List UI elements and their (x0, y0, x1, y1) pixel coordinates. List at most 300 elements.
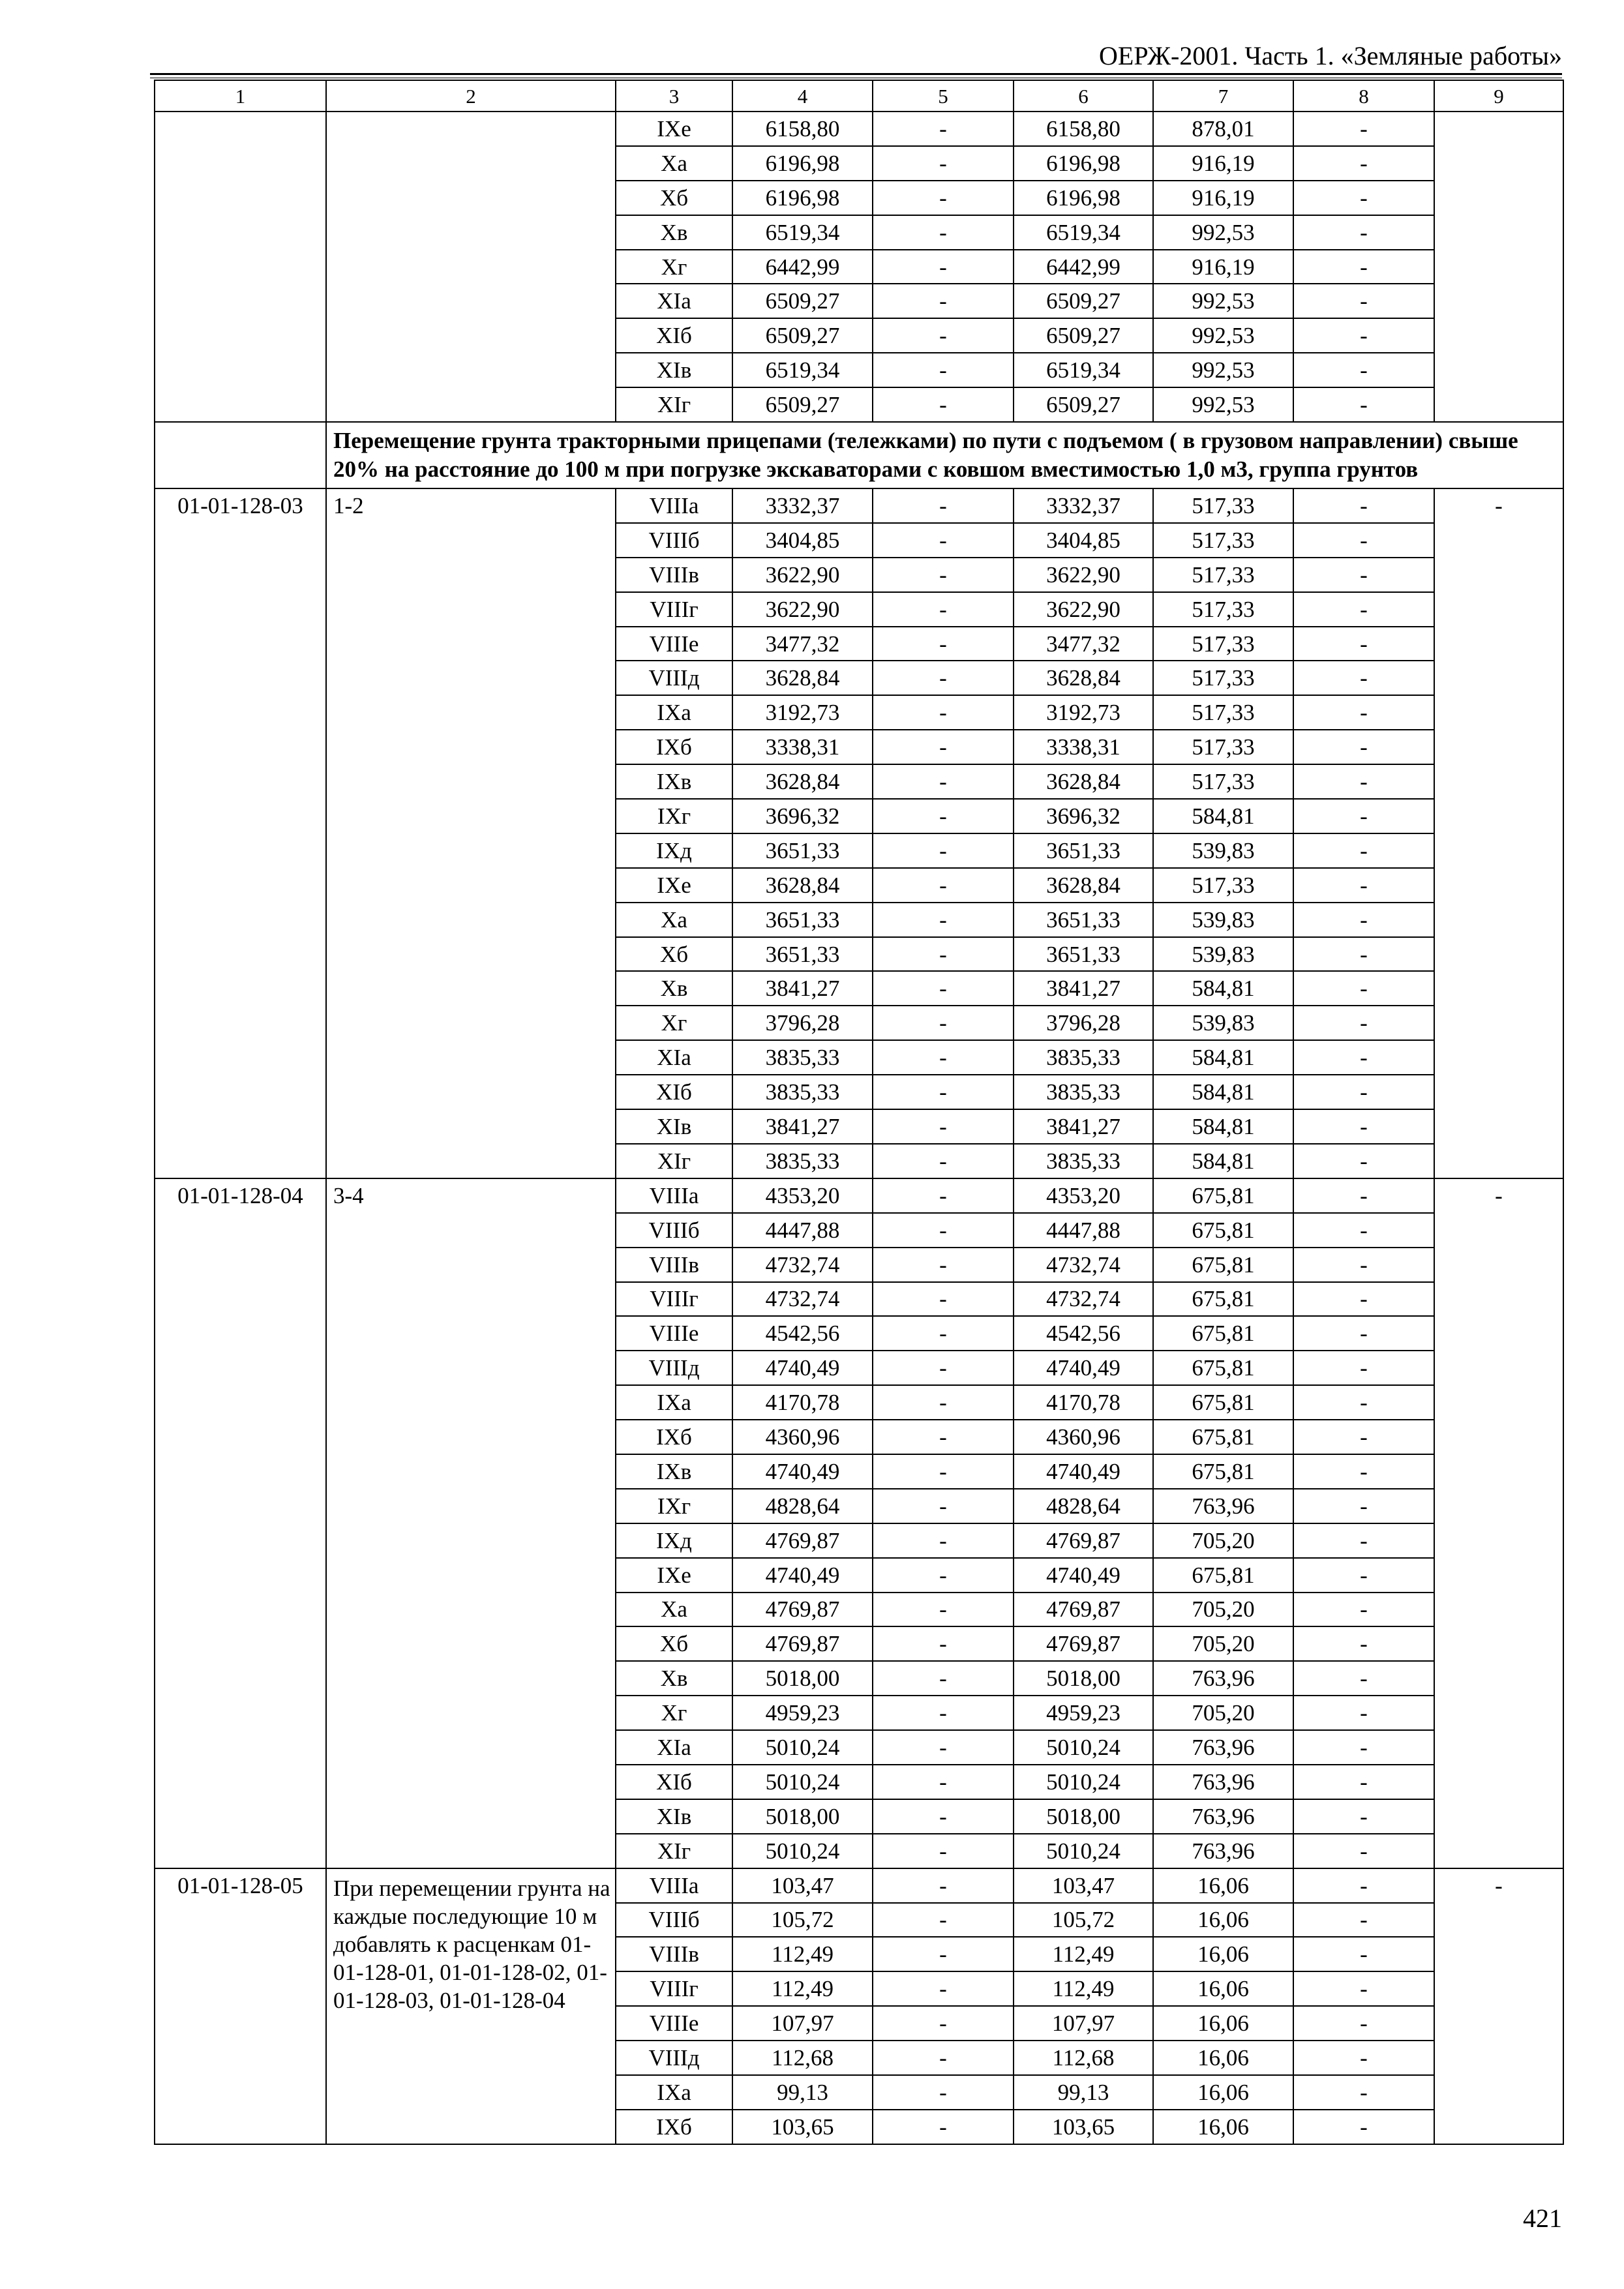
cell-materials-cost: - (1293, 1213, 1434, 1248)
cell-materials-cost: - (1293, 1489, 1434, 1523)
cell-machine-operation: 4740,49 (1014, 1454, 1153, 1489)
cell-operator-wages: 675,81 (1153, 1454, 1293, 1489)
cell-soil-group: VIIIв (616, 1937, 732, 1971)
cell-col9: - (1434, 1178, 1563, 1868)
cell-soil-group: XIa (616, 1040, 732, 1075)
cell-materials-cost: - (1293, 1799, 1434, 1834)
cell-soil-group: VIIIб (616, 523, 732, 558)
cell-soil-group: Xa (616, 903, 732, 937)
cell-total-cost: 107,97 (732, 2006, 873, 2041)
cell-soil-group: VIIIг (616, 1971, 732, 2006)
rate-name: 3-4 (326, 1178, 616, 1868)
cell-materials-cost: - (1293, 1248, 1434, 1282)
section-title: Перемещение грунта тракторными прицепами (тележками) по пути с подъемом ( в грузовом направлении) свыше 20% на расстояние до 100 м при погрузке экскаваторами с ковшом вместимостью 1,0 м3, группа грунтов (326, 422, 1563, 488)
cell-total-cost: 3651,33 (732, 937, 873, 972)
cell-machine-operation: 3404,85 (1014, 523, 1153, 558)
cell-operator-wages: 916,19 (1153, 146, 1293, 181)
cell-operator-wages: 705,20 (1153, 1523, 1293, 1558)
cell-materials-cost: - (1293, 1593, 1434, 1627)
cell-workers-wages: - (873, 1178, 1014, 1213)
cell-operator-wages: 16,06 (1153, 1868, 1293, 1903)
cell-workers-wages: - (873, 903, 1014, 937)
cell-operator-wages: 992,53 (1153, 215, 1293, 250)
cell-materials-cost: - (1293, 1626, 1434, 1661)
cell-workers-wages: - (873, 1903, 1014, 1937)
cell-materials-cost: - (1293, 1178, 1434, 1213)
cell-machine-operation: 112,68 (1014, 2041, 1153, 2075)
cell-operator-wages: 675,81 (1153, 1420, 1293, 1454)
cell-soil-group: Xa (616, 1593, 732, 1627)
cell-materials-cost: - (1293, 353, 1434, 387)
cell-machine-operation: 3651,33 (1014, 833, 1153, 868)
cell-operator-wages: 517,33 (1153, 488, 1293, 523)
cell-total-cost: 112,68 (732, 2041, 873, 2075)
cell-workers-wages: - (873, 2075, 1014, 2110)
column-header-9: 9 (1434, 80, 1563, 112)
cell-machine-operation: 3841,27 (1014, 971, 1153, 1006)
cell-total-cost: 3622,90 (732, 592, 873, 627)
cell-total-cost: 112,49 (732, 1971, 873, 2006)
cell-operator-wages: 763,96 (1153, 1799, 1293, 1834)
cell-machine-operation: 4740,49 (1014, 1558, 1153, 1593)
cell-total-cost: 6509,27 (732, 284, 873, 318)
cell-operator-wages: 517,33 (1153, 592, 1293, 627)
cell-workers-wages: - (873, 387, 1014, 422)
cell-materials-cost: - (1293, 1075, 1434, 1109)
cell-machine-operation: 3835,33 (1014, 1144, 1153, 1178)
cell-workers-wages: - (873, 592, 1014, 627)
cell-materials-cost: - (1293, 1351, 1434, 1385)
cell-total-cost: 3404,85 (732, 523, 873, 558)
cell-workers-wages: - (873, 799, 1014, 833)
table-row (155, 1868, 1563, 1903)
cell-materials-cost: - (1293, 558, 1434, 592)
cell-workers-wages: - (873, 1661, 1014, 1696)
cell-machine-operation: 4769,87 (1014, 1523, 1153, 1558)
cell-operator-wages: 992,53 (1153, 387, 1293, 422)
cell-soil-group: Xa (616, 146, 732, 181)
cell-col9: - (1434, 488, 1563, 1178)
cell-operator-wages: 539,83 (1153, 1006, 1293, 1040)
cell-machine-operation: 3835,33 (1014, 1075, 1153, 1109)
column-header-2: 2 (326, 80, 616, 112)
cell-total-cost: 5018,00 (732, 1799, 873, 1834)
cell-total-cost: 99,13 (732, 2075, 873, 2110)
cell-workers-wages: - (873, 1489, 1014, 1523)
cell-materials-cost: - (1293, 1282, 1434, 1317)
cell-workers-wages: - (873, 1213, 1014, 1248)
cell-total-cost: 3622,90 (732, 558, 873, 592)
cell-soil-group: IXд (616, 833, 732, 868)
cell-operator-wages: 675,81 (1153, 1558, 1293, 1593)
table-row (155, 1178, 1563, 1213)
cell-total-cost: 6442,99 (732, 250, 873, 284)
rate-code: 01-01-128-03 (155, 488, 326, 1178)
cell-total-cost: 3835,33 (732, 1075, 873, 1109)
cell-workers-wages: - (873, 1282, 1014, 1317)
cell-soil-group: IXг (616, 799, 732, 833)
cell-total-cost: 4959,23 (732, 1696, 873, 1730)
cell-operator-wages: 584,81 (1153, 971, 1293, 1006)
cell-machine-operation: 4542,56 (1014, 1316, 1153, 1351)
cell-materials-cost: - (1293, 695, 1434, 730)
cell-machine-operation: 3651,33 (1014, 937, 1153, 972)
cell-workers-wages: - (873, 1730, 1014, 1765)
cell-total-cost: 4740,49 (732, 1558, 873, 1593)
column-header-1: 1 (155, 80, 326, 112)
cell-total-cost: 112,49 (732, 1937, 873, 1971)
cell-materials-cost: - (1293, 627, 1434, 661)
cell-machine-operation: 6519,34 (1014, 215, 1153, 250)
cell-soil-group: IXa (616, 695, 732, 730)
cell-materials-cost: - (1293, 1523, 1434, 1558)
cell-operator-wages: 705,20 (1153, 1696, 1293, 1730)
cell-materials-cost: - (1293, 799, 1434, 833)
cell-workers-wages: - (873, 523, 1014, 558)
rate-name-cell (326, 112, 616, 422)
cell-workers-wages: - (873, 661, 1014, 695)
cell-workers-wages: - (873, 1351, 1014, 1385)
cell-operator-wages: 584,81 (1153, 799, 1293, 833)
cell-machine-operation: 4353,20 (1014, 1178, 1153, 1213)
cell-operator-wages: 675,81 (1153, 1178, 1293, 1213)
cell-workers-wages: - (873, 868, 1014, 903)
cell-machine-operation: 112,49 (1014, 1937, 1153, 1971)
cell-machine-operation: 6158,80 (1014, 112, 1153, 146)
cell-machine-operation: 6196,98 (1014, 146, 1153, 181)
cell-total-cost: 6519,34 (732, 215, 873, 250)
cell-machine-operation: 6509,27 (1014, 387, 1153, 422)
cell-workers-wages: - (873, 1144, 1014, 1178)
column-header-8: 8 (1293, 80, 1434, 112)
cell-machine-operation: 4740,49 (1014, 1351, 1153, 1385)
cell-machine-operation: 4769,87 (1014, 1593, 1153, 1627)
cell-machine-operation: 6509,27 (1014, 284, 1153, 318)
cell-workers-wages: - (873, 971, 1014, 1006)
cell-machine-operation: 3628,84 (1014, 868, 1153, 903)
cell-soil-group: Xг (616, 250, 732, 284)
cell-total-cost: 3651,33 (732, 833, 873, 868)
cell-soil-group: IXд (616, 1523, 732, 1558)
cell-materials-cost: - (1293, 1937, 1434, 1971)
cell-materials-cost: - (1293, 112, 1434, 146)
cell-total-cost: 4828,64 (732, 1489, 873, 1523)
cell-materials-cost: - (1293, 2041, 1434, 2075)
cell-soil-group: IXб (616, 2110, 732, 2144)
cell-machine-operation: 3628,84 (1014, 764, 1153, 799)
cell-total-cost: 3628,84 (732, 764, 873, 799)
cell-machine-operation: 4732,74 (1014, 1248, 1153, 1282)
cell-total-cost: 6196,98 (732, 146, 873, 181)
cell-total-cost: 3651,33 (732, 903, 873, 937)
cell-machine-operation: 112,49 (1014, 1971, 1153, 2006)
cell-operator-wages: 16,06 (1153, 2006, 1293, 2041)
cell-workers-wages: - (873, 833, 1014, 868)
cell-soil-group: IXб (616, 730, 732, 764)
cell-workers-wages: - (873, 250, 1014, 284)
cell-operator-wages: 16,06 (1153, 1903, 1293, 1937)
cell-materials-cost: - (1293, 903, 1434, 937)
cell-workers-wages: - (873, 1626, 1014, 1661)
cell-total-cost: 3835,33 (732, 1144, 873, 1178)
cell-total-cost: 4353,20 (732, 1178, 873, 1213)
cell-operator-wages: 675,81 (1153, 1213, 1293, 1248)
cell-operator-wages: 517,33 (1153, 868, 1293, 903)
cell-operator-wages: 705,20 (1153, 1626, 1293, 1661)
cell-workers-wages: - (873, 1075, 1014, 1109)
column-header-5: 5 (873, 80, 1014, 112)
cell-operator-wages: 16,06 (1153, 2110, 1293, 2144)
cell-materials-cost: - (1293, 387, 1434, 422)
cell-operator-wages: 584,81 (1153, 1040, 1293, 1075)
cell-materials-cost: - (1293, 146, 1434, 181)
cell-workers-wages: - (873, 1593, 1014, 1627)
cell-workers-wages: - (873, 1420, 1014, 1454)
cell-workers-wages: - (873, 112, 1014, 146)
cell-soil-group: XIв (616, 1109, 732, 1144)
cell-total-cost: 3841,27 (732, 1109, 873, 1144)
cell-operator-wages: 584,81 (1153, 1075, 1293, 1109)
cell-workers-wages: - (873, 2006, 1014, 2041)
cell-total-cost: 3835,33 (732, 1040, 873, 1075)
cell-materials-cost: - (1293, 764, 1434, 799)
cell-operator-wages: 16,06 (1153, 2075, 1293, 2110)
cell-total-cost: 6158,80 (732, 112, 873, 146)
cell-materials-cost: - (1293, 1040, 1434, 1075)
cell-machine-operation: 5010,24 (1014, 1834, 1153, 1868)
cell-operator-wages: 16,06 (1153, 2041, 1293, 2075)
cell-total-cost: 5018,00 (732, 1661, 873, 1696)
cell-soil-group: Xг (616, 1006, 732, 1040)
cell-materials-cost: - (1293, 523, 1434, 558)
cell-materials-cost: - (1293, 2075, 1434, 2110)
cell-soil-group: Xб (616, 181, 732, 215)
cell-total-cost: 3628,84 (732, 868, 873, 903)
cell-operator-wages: 992,53 (1153, 284, 1293, 318)
rate-code: 01-01-128-05 (155, 1868, 326, 2144)
cell-materials-cost: - (1293, 868, 1434, 903)
cell-operator-wages: 675,81 (1153, 1282, 1293, 1317)
cell-total-cost: 3796,28 (732, 1006, 873, 1040)
cell-soil-group: VIIIa (616, 488, 732, 523)
cell-soil-group: VIIIб (616, 1213, 732, 1248)
cell-soil-group: VIIIв (616, 558, 732, 592)
cell-soil-group: IXe (616, 868, 732, 903)
cell-machine-operation: 5010,24 (1014, 1765, 1153, 1799)
cell-operator-wages: 675,81 (1153, 1385, 1293, 1420)
cell-workers-wages: - (873, 1971, 1014, 2006)
rate-code: 01-01-128-04 (155, 1178, 326, 1868)
cell-soil-group: VIIIe (616, 2006, 732, 2041)
cell-soil-group: XIг (616, 1834, 732, 1868)
cell-total-cost: 103,47 (732, 1868, 873, 1903)
cell-machine-operation: 3841,27 (1014, 1109, 1153, 1144)
cell-total-cost: 3332,37 (732, 488, 873, 523)
cell-operator-wages: 878,01 (1153, 112, 1293, 146)
cell-operator-wages: 539,83 (1153, 833, 1293, 868)
cell-workers-wages: - (873, 730, 1014, 764)
cell-materials-cost: - (1293, 937, 1434, 972)
cell-total-cost: 4542,56 (732, 1316, 873, 1351)
cell-machine-operation: 3192,73 (1014, 695, 1153, 730)
cell-total-cost: 4732,74 (732, 1248, 873, 1282)
cell-operator-wages: 517,33 (1153, 764, 1293, 799)
cell-soil-group: IXг (616, 1489, 732, 1523)
cell-machine-operation: 6196,98 (1014, 181, 1153, 215)
cell-workers-wages: - (873, 764, 1014, 799)
cell-operator-wages: 517,33 (1153, 627, 1293, 661)
cell-machine-operation: 3796,28 (1014, 1006, 1153, 1040)
cell-soil-group: VIIIд (616, 661, 732, 695)
cell-soil-group: Xг (616, 1696, 732, 1730)
cell-soil-group: IXe (616, 112, 732, 146)
column-header-6: 6 (1014, 80, 1153, 112)
cell-workers-wages: - (873, 1040, 1014, 1075)
cell-total-cost: 6196,98 (732, 181, 873, 215)
cell-workers-wages: - (873, 1454, 1014, 1489)
cell-soil-group: VIIIa (616, 1178, 732, 1213)
cell-soil-group: XIг (616, 387, 732, 422)
cell-operator-wages: 517,33 (1153, 523, 1293, 558)
cell-materials-cost: - (1293, 730, 1434, 764)
cell-soil-group: VIIIe (616, 627, 732, 661)
cell-machine-operation: 6519,34 (1014, 353, 1153, 387)
cell-machine-operation: 3696,32 (1014, 799, 1153, 833)
cell-machine-operation: 103,47 (1014, 1868, 1153, 1903)
cell-total-cost: 5010,24 (732, 1834, 873, 1868)
cell-operator-wages: 517,33 (1153, 558, 1293, 592)
cell-workers-wages: - (873, 181, 1014, 215)
cell-soil-group: Xб (616, 937, 732, 972)
cell-workers-wages: - (873, 1316, 1014, 1351)
cell-materials-cost: - (1293, 1144, 1434, 1178)
cell-workers-wages: - (873, 2110, 1014, 2144)
cell-total-cost: 4769,87 (732, 1523, 873, 1558)
cell-workers-wages: - (873, 1799, 1014, 1834)
cell-workers-wages: - (873, 1385, 1014, 1420)
cell-operator-wages: 675,81 (1153, 1248, 1293, 1282)
rate-name: 1-2 (326, 488, 616, 1178)
section-title-spacer (155, 422, 326, 488)
cell-operator-wages: 539,83 (1153, 903, 1293, 937)
cell-workers-wages: - (873, 318, 1014, 353)
cell-machine-operation: 4828,64 (1014, 1489, 1153, 1523)
cell-materials-cost: - (1293, 1109, 1434, 1144)
cell-materials-cost: - (1293, 1868, 1434, 1903)
cell-machine-operation: 3338,31 (1014, 730, 1153, 764)
cell-total-cost: 4769,87 (732, 1593, 873, 1627)
cell-workers-wages: - (873, 1523, 1014, 1558)
cell-soil-group: IXв (616, 1454, 732, 1489)
cell-machine-operation: 3651,33 (1014, 903, 1153, 937)
cell-operator-wages: 763,96 (1153, 1489, 1293, 1523)
cell-machine-operation: 5010,24 (1014, 1730, 1153, 1765)
cell-soil-group: VIIIe (616, 1316, 732, 1351)
cell-operator-wages: 705,20 (1153, 1593, 1293, 1627)
cell-soil-group: VIIIд (616, 1351, 732, 1385)
cell-total-cost: 4170,78 (732, 1385, 873, 1420)
cell-soil-group: XIв (616, 353, 732, 387)
cell-workers-wages: - (873, 1937, 1014, 1971)
rates-table (154, 80, 1564, 2145)
cell-soil-group: VIIIг (616, 1282, 732, 1317)
cell-workers-wages: - (873, 1834, 1014, 1868)
cell-operator-wages: 916,19 (1153, 181, 1293, 215)
cell-operator-wages: 517,33 (1153, 661, 1293, 695)
cell-soil-group: Xв (616, 971, 732, 1006)
column-header-row (155, 80, 1563, 112)
cell-total-cost: 4740,49 (732, 1454, 873, 1489)
cell-machine-operation: 3622,90 (1014, 558, 1153, 592)
cell-total-cost: 4360,96 (732, 1420, 873, 1454)
cell-operator-wages: 584,81 (1153, 1144, 1293, 1178)
cell-materials-cost: - (1293, 592, 1434, 627)
cell-materials-cost: - (1293, 1420, 1434, 1454)
cell-machine-operation: 6509,27 (1014, 318, 1153, 353)
page-number: 421 (1523, 2204, 1562, 2233)
cell-soil-group: XIa (616, 284, 732, 318)
cell-operator-wages: 763,96 (1153, 1730, 1293, 1765)
cell-soil-group: XIг (616, 1144, 732, 1178)
cell-materials-cost: - (1293, 1316, 1434, 1351)
cell-workers-wages: - (873, 215, 1014, 250)
cell-materials-cost: - (1293, 1454, 1434, 1489)
cell-total-cost: 105,72 (732, 1903, 873, 1937)
cell-workers-wages: - (873, 1765, 1014, 1799)
cell-operator-wages: 916,19 (1153, 250, 1293, 284)
cell-materials-cost: - (1293, 1696, 1434, 1730)
cell-machine-operation: 3622,90 (1014, 592, 1153, 627)
cell-materials-cost: - (1293, 1834, 1434, 1868)
cell-machine-operation: 103,65 (1014, 2110, 1153, 2144)
cell-materials-cost: - (1293, 1006, 1434, 1040)
cell-operator-wages: 763,96 (1153, 1661, 1293, 1696)
cell-workers-wages: - (873, 1558, 1014, 1593)
cell-workers-wages: - (873, 695, 1014, 730)
header-rule (150, 73, 1562, 75)
cell-workers-wages: - (873, 2041, 1014, 2075)
cell-workers-wages: - (873, 627, 1014, 661)
cell-materials-cost: - (1293, 833, 1434, 868)
cell-total-cost: 4447,88 (732, 1213, 873, 1248)
cell-col9: - (1434, 1868, 1563, 2144)
column-header-7: 7 (1153, 80, 1293, 112)
cell-materials-cost: - (1293, 661, 1434, 695)
cell-materials-cost: - (1293, 1385, 1434, 1420)
column-header-4: 4 (732, 80, 873, 112)
cell-workers-wages: - (873, 558, 1014, 592)
cell-soil-group: IXa (616, 2075, 732, 2110)
cell-soil-group: XIб (616, 1075, 732, 1109)
cell-workers-wages: - (873, 1109, 1014, 1144)
cell-machine-operation: 4170,78 (1014, 1385, 1153, 1420)
cell-materials-cost: - (1293, 1661, 1434, 1696)
cell-soil-group: IXб (616, 1420, 732, 1454)
cell-operator-wages: 16,06 (1153, 1937, 1293, 1971)
table-row (155, 112, 1563, 146)
cell-total-cost: 3477,32 (732, 627, 873, 661)
cell-workers-wages: - (873, 1248, 1014, 1282)
page-header-title: ОЕРЖ-2001. Часть 1. «Земляные работы» (1099, 41, 1562, 70)
cell-total-cost: 5010,24 (732, 1765, 873, 1799)
cell-operator-wages: 992,53 (1153, 353, 1293, 387)
cell-workers-wages: - (873, 1006, 1014, 1040)
cell-soil-group: IXe (616, 1558, 732, 1593)
cell-materials-cost: - (1293, 2110, 1434, 2144)
cell-machine-operation: 4769,87 (1014, 1626, 1153, 1661)
cell-materials-cost: - (1293, 1903, 1434, 1937)
cell-machine-operation: 105,72 (1014, 1903, 1153, 1937)
